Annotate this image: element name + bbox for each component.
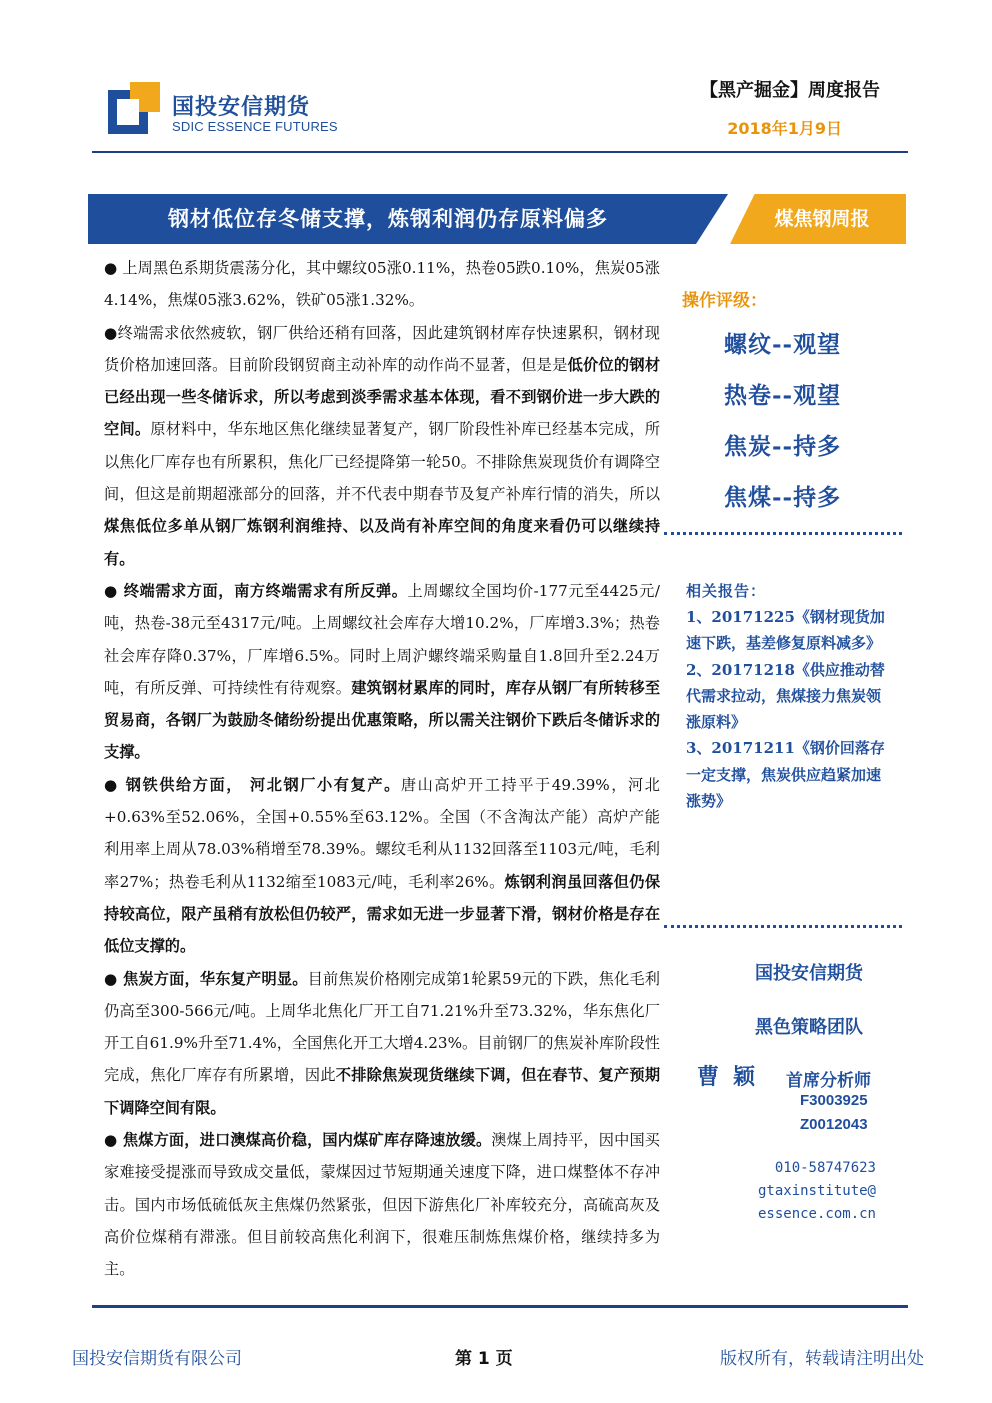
market-summary-text: ● 上周黑色系期货震荡分化，其中螺纹05涨0.11%，热卷05跌0.10%，焦炭05涨4.14%，焦煤05涨3.62%，铁矿05涨1.32%。 <box>104 259 660 310</box>
report-title: 钢材低位存冬储支撑，炼钢利润仍存原料偏多 <box>168 206 608 231</box>
paragraph-supply <box>104 769 660 963</box>
coking-coal-heading: ● 焦煤方面，进口澳煤高价稳，国内煤矿库存降速放缓。 <box>104 1131 492 1150</box>
supply-heading: ● 钢铁供给方面， 河北钢厂小有复产。 <box>104 775 401 794</box>
related-report-item[interactable]: 3、20171211《钢价回落存一定支撑，焦炭供应趋紧加速涨势》 <box>686 739 885 811</box>
demand-text: 上周螺纹全国均价-177元至4425元/吨，热卷-38元至4317元/吨。上周螺纹社会库存大增10.2%，厂库增3.3%；热卷社会库存降0.37%，厂库增6.5%。同时上周沪螺终端采购量自1.8回升至2.24万吨，有所反弹、可持续性有待观察。 <box>104 581 661 697</box>
rating-rebar: 螺纹--观望 <box>724 331 842 358</box>
report-body <box>104 252 660 1286</box>
report-date: 2018年1月9日 <box>727 119 842 138</box>
rating-hot-coil: 热卷--观望 <box>724 382 842 409</box>
paragraph-market-summary <box>104 252 660 317</box>
rating-label: 操作评级： <box>682 291 767 311</box>
footer-divider <box>92 1305 908 1308</box>
overview-text: ●终端需求依然疲软，钢厂供给还稍有回落，因此建筑钢材库存快速累积，钢材现货价格加速回落。目前阶段钢贸商主动补库的动作尚不显著，但是是 <box>104 323 660 374</box>
license-number: Z0012043 <box>800 1116 868 1133</box>
logo-icon <box>108 82 160 134</box>
overview-highlight: 低价位的钢材已经出现一些冬储诉求，所以考虑到淡季需求基本体现，看不到钢价进一步大跌的空间。 <box>104 355 661 439</box>
report-category: 煤焦钢周报 <box>774 208 870 230</box>
contact-phone: 010-58747623 <box>774 1160 876 1176</box>
coking-coal-text: 澳煤上周持平，因中国买家难接受提涨而导致成交量低，蒙煤因过节短期通关速度下降，进口煤整体不存冲击。国内市场低硫低灰主焦煤仍然紧张，但因下游焦化厂补库较充分，高硫高灰及高价位煤稍有滞涨。但目前较高焦化利润下，很难压制炼焦煤价格，继续持多为主。 <box>104 1131 660 1279</box>
related-report-item[interactable]: 2、20171218《供应推动替代需求拉动，焦煤接力焦炭领涨原料》 <box>686 660 885 732</box>
demand-conclusion: 建筑钢材累库的同时，库存从钢厂有所转移至贸易商，各钢厂为鼓励冬储纷纷提出优惠策略，所以需关注钢价下跌后冬储诉求的支撑。 <box>104 678 661 762</box>
copyright-notice: 版权所有，转载请注明出处 <box>720 1349 924 1369</box>
overview-conclusion: 煤焦低位多单从钢厂炼钢利润维持、以及尚有补库空间的角度来看仍可以继续持有。 <box>104 517 660 568</box>
header-divider <box>92 151 908 153</box>
page-number: 第 1 页 <box>455 1349 513 1369</box>
supply-conclusion: 炼钢利润虽回落但仍保持较高位，限产虽稍有放松但仍较严，需求如无进一步显著下滑，钢材价格是存在低位支撑的。 <box>104 872 661 956</box>
coke-heading: ● 焦炭方面，华东复产明显。 <box>104 969 308 988</box>
related-reports-list <box>686 604 892 814</box>
related-reports-heading: 相关报告： <box>686 582 767 600</box>
contact-email[interactable]: gtaxinstitute@ <box>757 1183 876 1199</box>
logo-text-en: SDIC ESSENCE FUTURES <box>172 119 338 134</box>
report-type: 【黑产掘金】周度报告 <box>700 80 880 101</box>
company-name: 国投安信期货 <box>755 963 863 984</box>
team-name: 黑色策略团队 <box>755 1017 863 1038</box>
sidebar-divider <box>664 925 902 928</box>
overview-text-2: 原材料中，华东地区焦化继续显著复产，钢厂阶段性补库已经基本完成，所以焦化厂库存也有所累积，焦化厂已经提降第一轮50。不排除焦炭现货价有调降空间，但这是前期超涨部分的回落，并不代表中期春节及复产补库行情的消失，所以 <box>104 420 661 504</box>
rating-coking-coal: 焦煤--持多 <box>724 484 842 511</box>
coke-text: 目前焦炭价格刚完成第1轮累59元的下跌，焦化毛利仍高至300-566元/吨。上周华北焦化厂开工自71.21%升至73.32%，华东焦化厂开工自61.9%升至71.4%，全国焦化开工大增4.23%。目前钢厂的焦炭补库阶段性完成，焦化厂库存有所累增，因此 <box>104 969 660 1085</box>
analyst-title: 首席分析师 <box>786 1071 871 1091</box>
paragraph-demand <box>104 575 660 769</box>
paragraph-coking-coal <box>104 1124 660 1285</box>
coke-conclusion: 不排除焦炭现货继续下调，但在春节、复产预期下调降空间有限。 <box>104 1066 661 1117</box>
sidebar-divider <box>664 532 902 535</box>
contact-email-domain[interactable]: essence.com.cn <box>757 1206 876 1222</box>
related-report-item[interactable]: 1、20171225《钢材现货加速下跌，基差修复原料减多》 <box>686 608 885 653</box>
supply-text: 唐山高炉开工持平于49.39%，河北+0.63%至52.06%，全国+0.55%至63.12%。全国（不含淘汰产能）高炉产能利用率上周从78.03%稍增至78.39%。螺纹毛利从1132回落至1103元/吨，毛利率27%；热卷毛利从1132缩至1083元/吨，毛利率26%。 <box>104 775 660 891</box>
analyst-name: 曹颖 <box>697 1064 770 1090</box>
paragraph-coke <box>104 963 660 1124</box>
paragraph-overview <box>104 317 660 575</box>
license-number: F3003925 <box>800 1092 868 1109</box>
demand-heading: ● 终端需求方面，南方终端需求有所反弹。 <box>104 581 408 600</box>
logo-text-cn: 国投安信期货 <box>172 95 311 120</box>
rating-coke: 焦炭--持多 <box>724 433 842 460</box>
footer-company: 国投安信期货有限公司 <box>72 1349 242 1369</box>
